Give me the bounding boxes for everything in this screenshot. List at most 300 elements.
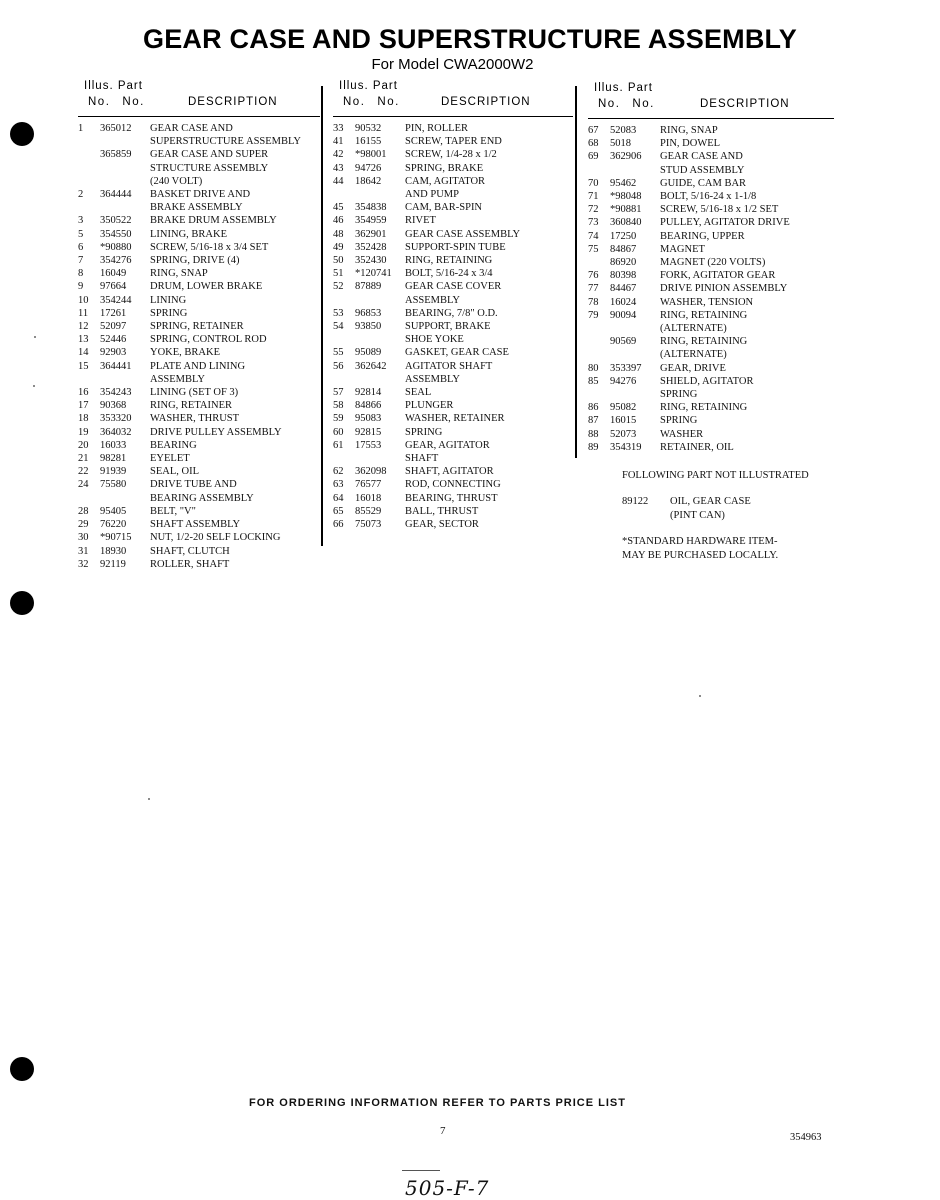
part-description: RIVET [405,215,436,227]
part-description: MAGNET (220 VOLTS) [660,257,766,269]
illus-number: 20 [78,439,89,451]
illus-number: 57 [333,387,344,399]
parts-column-2 [333,80,573,531]
part-description: SPRING [150,307,188,319]
part-description: SUPPORT, BRAKE [405,321,491,333]
table-row [333,399,573,412]
part-number: 52073 [610,428,637,440]
table-row [588,309,834,322]
part-description: FORK, AGITATOR GEAR [660,270,776,282]
illus-number [78,135,100,148]
part-number: 75073 [355,519,382,531]
part-number: 95462 [610,177,637,189]
table-row [333,360,573,373]
part-description: STUD ASSEMBLY [660,164,745,176]
part-number: 360840 [610,217,642,229]
table-row [78,505,320,518]
part-description: (ALTERNATE) [660,349,727,361]
table-row [78,558,320,571]
part-number: 90368 [100,400,127,412]
illus-number: 28 [78,505,89,517]
illus-number: 1 [78,123,84,134]
table-row [588,137,834,150]
table-row [78,531,320,544]
part-description: SPRING, DRIVE (4) [150,255,240,267]
part-description: SCREW, 1/4-28 x 1/2 [405,149,497,161]
table-row [78,241,320,254]
part-number: 75580 [100,479,127,491]
illus-number: 69 [588,151,599,163]
description-label: DESCRIPTION [188,96,278,108]
part-description: LINING (SET OF 3) [150,387,239,399]
part-number: 354244 [100,294,132,306]
table-row [333,228,573,241]
part-number: 76220 [100,519,127,531]
part-number: *98048 [610,191,642,203]
part-description: DRIVE TUBE AND [150,479,237,491]
table-row [333,386,573,399]
part-number: 354550 [100,228,132,240]
part-number: 353397 [610,362,642,374]
table-row [333,492,573,505]
illus-number: 15 [78,360,89,372]
table-row [333,162,573,175]
table-row [333,201,573,214]
illus-number: 54 [333,321,344,333]
illus-number [333,373,355,386]
illus-number: 42 [333,149,344,161]
table-row [78,465,320,478]
part-number: 354319 [610,441,642,453]
table-row [333,241,573,254]
illus-number: 18 [78,413,89,425]
part-description: WASHER, RETAINER [405,413,505,425]
table-row [588,124,834,137]
part-description: BEARING, 7/8" O.D. [405,307,498,319]
part-description: (240 VOLT) [150,175,203,187]
illus-number: 68 [588,138,599,150]
part-description: GEAR CASE ASSEMBLY [405,228,521,240]
part-description: BRAKE ASSEMBLY [150,202,243,214]
illus-number: 78 [588,296,599,308]
part-description: RETAINER, OIL [660,441,734,453]
part-number: 84467 [610,283,637,295]
part-description: STRUCTURE ASSEMBLY [150,162,269,174]
ordering-footer: FOR ORDERING INFORMATION REFER TO PARTS PRICE LIST [249,1097,626,1109]
table-row [78,360,320,373]
table-row [333,320,573,333]
table-row [333,135,573,148]
part-number: 90569 [610,336,637,348]
illus-number: 11 [78,307,89,319]
table-row [78,346,320,359]
illus-number: 79 [588,309,599,321]
table-row [78,280,320,293]
part-description: BEARING, THRUST [405,492,498,504]
table-row [333,214,573,227]
part-number: *120741 [355,268,392,280]
illus-number [78,373,100,386]
table-row [78,399,320,412]
part-description: YOKE, BRAKE [150,347,220,359]
part-number: 16033 [100,439,127,451]
illus-number: 75 [588,243,599,255]
part-description: RING, RETAINING [660,309,748,321]
part-description: RING, SNAP [150,268,208,280]
table-row [333,188,573,201]
binder-hole-2 [10,591,34,615]
standard-hardware-note-1: *STANDARD HARDWARE ITEM- [622,536,778,547]
part-number [100,492,150,505]
illus-number [333,452,355,465]
table-row [588,441,834,454]
part-number: *98001 [355,149,387,161]
illus-number: 8 [78,268,84,280]
part-number: 352428 [355,241,387,253]
part-description: NUT, 1/2-20 SELF LOCKING [150,532,281,544]
parts-column-3 [588,82,834,454]
illus-number: 21 [78,453,89,465]
page-title: GEAR CASE AND SUPERSTRUCTURE ASSEMBLY [143,24,797,54]
illus-number: 67 [588,125,599,136]
part-description: SHAFT, AGITATOR [405,466,494,478]
part-description: BOLT, 5/16-24 x 3/4 [405,268,493,280]
illus-number: 16 [78,387,89,399]
illus-part-label: Illus. Part [339,80,398,92]
part-number: 94726 [355,162,382,174]
illus-number: 61 [333,439,344,451]
part-number: 93850 [355,321,382,333]
table-row [78,254,320,267]
illus-number: 3 [78,215,84,227]
part-description: SCREW, 5/16-18 x 3/4 SET [150,241,269,253]
part-number: 95405 [100,505,127,517]
illus-number: 19 [78,426,89,438]
part-description: BRAKE DRUM ASSEMBLY [150,215,277,227]
table-row [78,478,320,491]
part-description: BEARING [150,439,197,451]
illus-number: 10 [78,294,89,306]
part-number: 52083 [610,125,637,136]
table-row [78,452,320,465]
no-label: No. No. [88,96,145,108]
part-number [355,294,405,307]
part-number: 362642 [355,360,387,372]
part-number [100,175,150,188]
table-row [333,426,573,439]
illus-number [333,333,355,346]
illus-number: 76 [588,270,599,282]
part-description: AND PUMP [405,189,459,201]
part-number: 350522 [100,215,132,227]
part-description: EYELET [150,453,190,465]
page-number: 7 [440,1125,446,1137]
illus-number [588,335,610,348]
table-row [333,505,573,518]
table-row [588,348,834,361]
part-description: DRUM, LOWER BRAKE [150,281,263,293]
part-number [610,322,660,335]
part-description: (ALTERNATE) [660,323,727,335]
part-number [100,373,150,386]
part-number: 362901 [355,228,387,240]
part-description: SHAFT ASSEMBLY [150,519,241,531]
table-row [78,148,320,161]
table-row [333,254,573,267]
part-number: 97664 [100,281,127,293]
part-description: GEAR CASE AND [660,151,743,163]
table-row [588,282,834,295]
handwritten-underline [402,1170,440,1171]
table-row [333,280,573,293]
table-row [588,216,834,229]
illus-number: 73 [588,217,599,229]
part-number: 362098 [355,466,387,478]
illus-number: 89 [588,441,599,453]
illus-part-label: Illus. Part [594,82,653,94]
part-description: SPRING, RETAINER [150,321,244,333]
table-row [78,518,320,531]
table-row [588,322,834,335]
table-row [78,201,320,214]
table-row [333,412,573,425]
part-number: 364441 [100,360,132,372]
table-row [588,164,834,177]
part-description: BALL, THRUST [405,505,479,517]
table-row [588,190,834,203]
illus-number: 58 [333,400,344,412]
column-1-header [78,80,320,117]
table-row [78,214,320,227]
part-description: BELT, "V" [150,505,196,517]
table-row [78,188,320,201]
part-number: 84867 [610,243,637,255]
illus-number: 48 [333,228,344,240]
table-row [333,307,573,320]
part-description: MAGNET [660,243,705,255]
table-row [78,294,320,307]
part-description: BEARING, UPPER [660,230,745,242]
illus-number: 59 [333,413,344,425]
part-description: RING, RETAINING [660,336,748,348]
not-illustrated-description-2: (PINT CAN) [670,510,725,521]
table-row [78,162,320,175]
illus-number: 6 [78,241,84,253]
table-row [78,175,320,188]
table-row [333,294,573,307]
part-number [610,388,660,401]
table-row [588,203,834,216]
part-number: 17250 [610,230,637,242]
table-row [333,148,573,161]
illus-number: 44 [333,175,344,187]
table-row [588,269,834,282]
illus-number [333,294,355,307]
illus-number: 64 [333,492,344,504]
part-description: GUIDE, CAM BAR [660,177,747,189]
illus-number [588,164,610,177]
standard-hardware-note-2: MAY BE PURCHASED LOCALLY. [622,550,779,561]
part-number [355,188,405,201]
part-number: 85529 [355,505,382,517]
handwritten-note: 505-F-7 [405,1176,490,1200]
part-description: LINING [150,294,187,306]
part-description: PIN, ROLLER [405,123,468,134]
illus-number: 72 [588,204,599,216]
part-number [100,201,150,214]
table-row [588,335,834,348]
part-number: 16015 [610,415,637,427]
part-number [610,164,660,177]
part-description: GEAR CASE COVER [405,281,502,293]
illus-number: 62 [333,466,344,478]
part-number: 90532 [355,123,382,134]
part-number: 364032 [100,426,132,438]
table-row [78,373,320,386]
part-number: 365012 [100,123,132,134]
part-number: *90715 [100,532,132,544]
table-row [333,373,573,386]
illus-number: 46 [333,215,344,227]
part-number: 86920 [610,257,637,269]
part-description: ASSEMBLY [150,373,205,385]
parts-list-2 [333,122,573,531]
illus-number [588,388,610,401]
part-number [355,452,405,465]
part-number: 52446 [100,334,127,346]
illus-number [78,162,100,175]
part-number [100,135,150,148]
part-number: 76577 [355,479,382,491]
illus-number: 24 [78,479,89,491]
part-description: SEAL [405,387,432,399]
part-description: ASSEMBLY [405,373,460,385]
part-description: SHIELD, AGITATOR [660,375,754,387]
illus-number [333,188,355,201]
part-description: WASHER, TENSION [660,296,754,308]
illus-number: 13 [78,334,89,346]
table-row [78,333,320,346]
part-description: PLUNGER [405,400,454,412]
part-number: 16024 [610,296,637,308]
part-number: 98281 [100,453,127,465]
part-description: RING, SNAP [660,125,718,136]
binder-hole-3 [10,1057,34,1081]
part-description: SEAL, OIL [150,466,199,478]
column-3-header [588,82,834,119]
table-row [78,492,320,505]
table-row [333,346,573,359]
column-divider-2 [575,86,577,458]
part-number: 5018 [610,138,631,150]
part-description: PULLEY, AGITATOR DRIVE [660,217,790,229]
illus-number: 74 [588,230,599,242]
column-2-header [333,80,573,117]
part-number: 95082 [610,402,637,414]
parts-list-3 [588,124,834,454]
part-description: ROLLER, SHAFT [150,558,230,570]
illus-number: 63 [333,479,344,491]
table-row [588,428,834,441]
illus-number: 49 [333,241,344,253]
part-description: CAM, BAR-SPIN [405,202,483,214]
no-label: No. No. [598,98,655,110]
table-row [588,230,834,243]
table-row [78,412,320,425]
part-number: 17261 [100,307,127,319]
part-number: 354276 [100,255,132,267]
part-number: 92903 [100,347,127,359]
part-description: PIN, DOWEL [660,138,721,150]
part-number: 354243 [100,387,132,399]
table-row [78,135,320,148]
illus-number: 80 [588,362,599,374]
illus-number: 7 [78,255,84,267]
table-row [333,333,573,346]
illus-number: 56 [333,360,344,372]
illus-number: 29 [78,519,89,531]
page-subtitle: For Model CWA2000W2 [371,56,534,73]
table-row [78,545,320,558]
part-number: 95089 [355,347,382,359]
part-description: BEARING ASSEMBLY [150,492,254,504]
table-row [588,414,834,427]
illus-number: 52 [333,281,344,293]
description-label: DESCRIPTION [700,98,790,110]
part-number: 92815 [355,426,382,438]
part-number: 16049 [100,268,127,280]
illus-number [588,256,610,269]
illus-number: 60 [333,426,344,438]
table-row [78,122,320,135]
part-description: SHOE YOKE [405,334,464,346]
part-number: 16018 [355,492,382,504]
illus-number: 41 [333,136,344,148]
illus-number [588,322,610,335]
illus-number: 85 [588,375,599,387]
not-illustrated-description-1: OIL, GEAR CASE [670,496,751,507]
part-number: 353320 [100,413,132,425]
illus-number: 65 [333,505,344,517]
parts-column-1 [78,80,320,571]
part-description: SPRING, BRAKE [405,162,484,174]
table-row [333,518,573,531]
illus-number: 22 [78,466,89,478]
part-description: WASHER [660,428,704,440]
part-number [100,162,150,175]
illus-number: 30 [78,532,89,544]
part-description: CAM, AGITATOR [405,175,486,187]
table-row [588,150,834,163]
part-number [355,373,405,386]
part-description: PLATE AND LINING [150,360,246,372]
illus-number: 33 [333,123,344,134]
table-row [78,439,320,452]
column-divider-1 [321,86,323,546]
part-number: 362906 [610,151,642,163]
part-description: WASHER, THRUST [150,413,240,425]
part-description: GEAR CASE AND SUPER [150,149,269,161]
part-description: BASKET DRIVE AND [150,189,251,201]
part-description: DRIVE PINION ASSEMBLY [660,283,788,295]
part-number: 17553 [355,439,382,451]
part-number: 91939 [100,466,127,478]
part-description: SPRING [405,426,443,438]
illus-number: 14 [78,347,89,359]
illus-number: 5 [78,228,84,240]
illus-number: 12 [78,321,89,333]
illus-number: 45 [333,202,344,214]
